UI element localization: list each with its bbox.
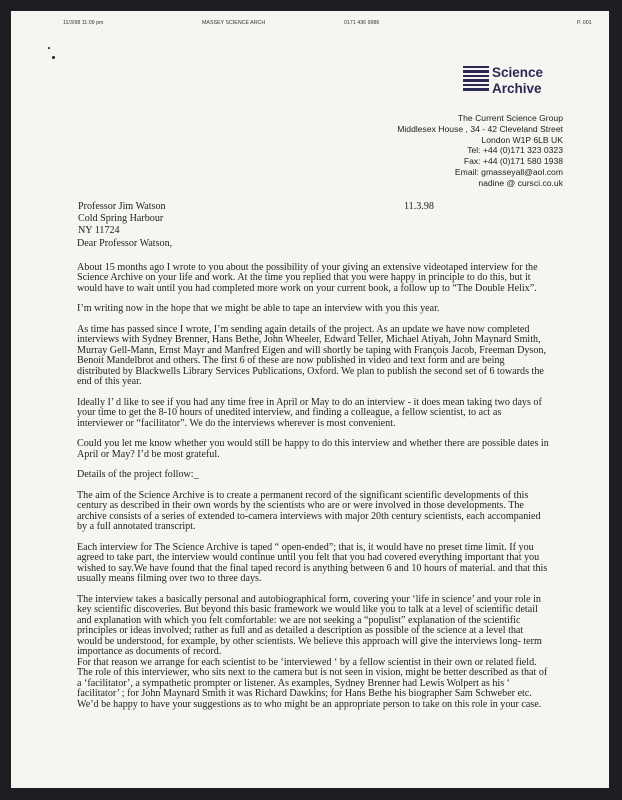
- paragraph: The interview takes a basically personal and autobiographical form, covering your ‘life in science’ and your role in key scientific discoveries. But beyond this basic framework we would like you to talk at a level of scientific detail and explanation with which you felt comfortable: we are not seeking a “populist” explanation of the scientific principles or ideas involved; rather as full and as detailed a description as possible of the science at a level that would be understood, for example, by other scientists. We believe this approach will give the interviews long- term importance as documents of record.: [77, 593, 542, 657]
- logo-text-archive: Archive: [492, 81, 542, 96]
- logo-bars-icon: [463, 66, 489, 93]
- paragraph: Ideally I’ d like to see if you had any time free in April or May to do an interview - it does mean taking two days of your time to get the 8-10 hours of unedited interview, and finding a colleague, a fellow scientist, to act as interviewer or “facilitator”. We do the interviews wherever is most convenient.: [77, 396, 542, 429]
- paragraph: For that reason we arrange for each scientist to be ‘interviewed ‘ by a fellow scientist in their own or related field. The role of this interviewer, who sits next to the camera but is not seen in vision, might be better described as that of a ‘facilitator’, a sympathetic prompter or listener. As examples, Sydney Brenner had Lewis Wolpert as his ‘ facilitator’ ; for John Maynard Smith it was Richard Dawkins; for Hans Bethe his biographer Sam Schweber etc. We’d be happy to have your suggestions as to who might be an appropriate person to take on this role in your case.: [77, 656, 548, 710]
- fax-phone: 0171 436 9986: [344, 20, 380, 26]
- letter-page: [11, 11, 609, 788]
- address-line: Fax: +44 (0)171 580 1938: [463, 156, 563, 167]
- logo-text-science: Science: [492, 65, 544, 80]
- address-line: Email: gmasseyall@aol.com: [454, 166, 563, 177]
- recipient-line: NY 11724: [78, 225, 120, 237]
- recipient-line: Cold Spring Harbour: [78, 213, 164, 225]
- address-line: The Current Science Group: [457, 113, 563, 123]
- fax-page-number: P. 001: [577, 20, 592, 26]
- recipient-line: Professor Jim Watson: [78, 201, 166, 212]
- fax-datetime: 11/3/98 11:09 pm: [63, 20, 104, 26]
- address-line: Middlesex House , 34 - 42 Cleveland Street: [397, 123, 563, 134]
- letter-date: 11.3.98: [404, 201, 434, 212]
- paragraph: As time has passed since I wrote, I’m sending again details of the project. As an update we have now completed interviews with Sydney Brenner, Hans Bethe, John Wheeler, Edward Teller, Michael Atiyah, John Maynard Smith, Murray Gell-Mann, Ernst Mayr and Manfred Eigen and will shortly be taping with François Jacob, Freeman Dyson, Benoit Mandelbrot and others. The first 6 of these are now published in video and text form and are being distributed by Blackwells Library Services Publications, Oxford. We plan to publish the second set of 6 towards the end of this year.: [77, 323, 546, 387]
- paragraph: Could you let me know whether you would still be happy to do this interview and whether there are possible dates in April or May? I’d be most grateful.: [77, 438, 549, 460]
- paragraph: Each interview for The Science Archive is taped “ open-ended”; that is, it would have no preset time limit. If you agreed to take part, the interview would continue until you felt that you had covered everything important that you wished to say.We have found that the final taped record is anything between 6 and 10 hours of material. and that this usually means filming over two to three days.: [77, 541, 548, 584]
- salutation: Dear Professor Watson,: [77, 238, 173, 249]
- science-archive-logo: [463, 65, 567, 101]
- address-line: Tel: +44 (0)171 323 0323: [467, 145, 563, 156]
- letterhead-address: [397, 113, 563, 189]
- recipient-address: [78, 201, 166, 238]
- speck-mark: [48, 47, 50, 49]
- paragraph: The aim of the Science Archive is to create a permanent record of the significant scientific developments of this century as described in their own words by the scientists who are or were involved in those developments. The archive consists of a series of extended to-camera interviews with major 20th century scientists, each accompanied by a full annotated transcript.: [77, 489, 541, 532]
- address-line: London W1P 6LB UK: [481, 134, 563, 145]
- address-line: nadine @ cursci.co.uk: [478, 177, 563, 188]
- paragraph: About 15 months ago I wrote to you about the possibility of your giving an extensive videotaped interview for the Science Archive on your life and work. At the time you replied that you were happy in principle to do this, but it would have to wait until you had completed more work on your current book, a follow up to “The Double Helix”.: [77, 261, 538, 294]
- punch-dot: [52, 56, 55, 59]
- paragraph: Details of the project follow:_: [77, 469, 199, 480]
- paragraph: I’m writing now in the hope that we might be able to tape an interview with you this year.: [77, 303, 440, 314]
- letter-body: [77, 239, 549, 720]
- fax-sender: MASSEY SCIENCE ARCH: [202, 20, 266, 26]
